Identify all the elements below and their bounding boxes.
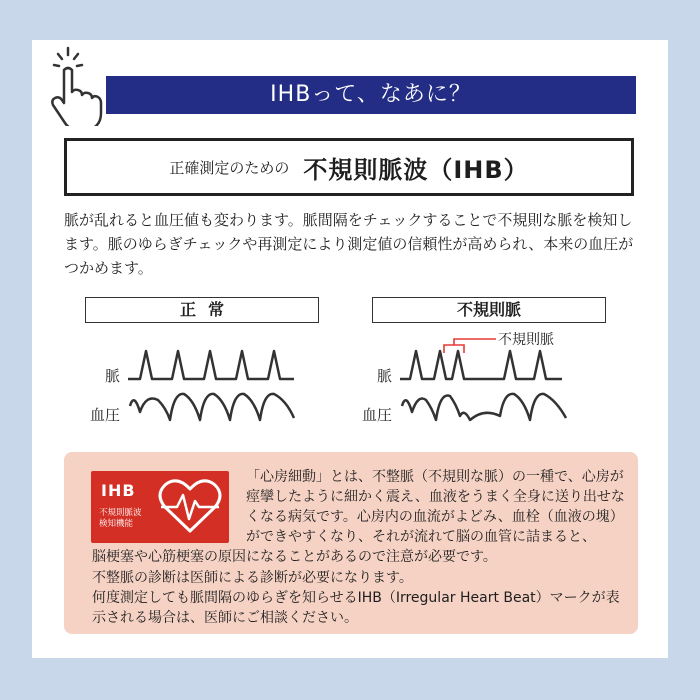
irregular-pressure-label: 血圧	[362, 406, 393, 424]
normal-pressure-label: 血圧	[90, 406, 121, 424]
normal-label: 正常	[85, 297, 319, 323]
info-paragraph-4: 何度測定しても脈間隔のゆらぎを知らせるIHB（Irregular Heart Beat）マークが表示される場合は、医師にご相談ください。	[92, 590, 620, 626]
info-paragraph-1: 「心房細動」とは、不整脈（不規則な脈）の一種で、心房が痙攣したように細かく震え、血液をうまく全身に送り出せなくなる病気です。心房内の血流がよどみ、血栓（血液の塊）ができやすくなり、それが流れて脳の血管に詰まると、	[246, 469, 625, 545]
irregular-pressure-wave	[400, 388, 572, 424]
ihb-badge	[91, 471, 229, 543]
normal-pulse-label: 脈	[105, 367, 121, 385]
headline-main: 不規則脈波（IHB）	[303, 155, 529, 184]
irregular-callout-text: 不規則脈	[498, 332, 554, 348]
info-paragraph-2: 脳梗塞や心筋梗塞の原因になることがあるので注意が必要です。	[92, 549, 497, 565]
ihb-badge-title: IHB	[101, 481, 136, 500]
irregular-pulse-label: 脈	[377, 367, 393, 385]
headline-box	[64, 138, 634, 196]
normal-pulse-wave	[128, 348, 298, 382]
info-paragraph-3: 不整脈の診断は医師による診断が必要になります。	[92, 570, 413, 586]
intro-text: 脈が乱れると血圧値も変わります。脈間隔をチェックすることで不規則な脈を検知します。脈のゆらぎチェックや再測定により測定値の信頼性が高められ、本来の血圧がつかめます。	[64, 211, 634, 277]
page-title-banner: IHBって、なあに？	[106, 76, 636, 114]
irregular-label: 不規則脈	[372, 297, 606, 323]
pointing-hand-icon	[44, 44, 108, 126]
heart-pulse-icon	[157, 477, 223, 535]
irregular-pulse-wave	[400, 348, 570, 382]
normal-pressure-wave	[128, 388, 298, 424]
ihb-badge-subtitle: 不規則脈波 検知機能	[99, 508, 142, 529]
headline-prefix: 正確測定のための	[169, 158, 290, 177]
